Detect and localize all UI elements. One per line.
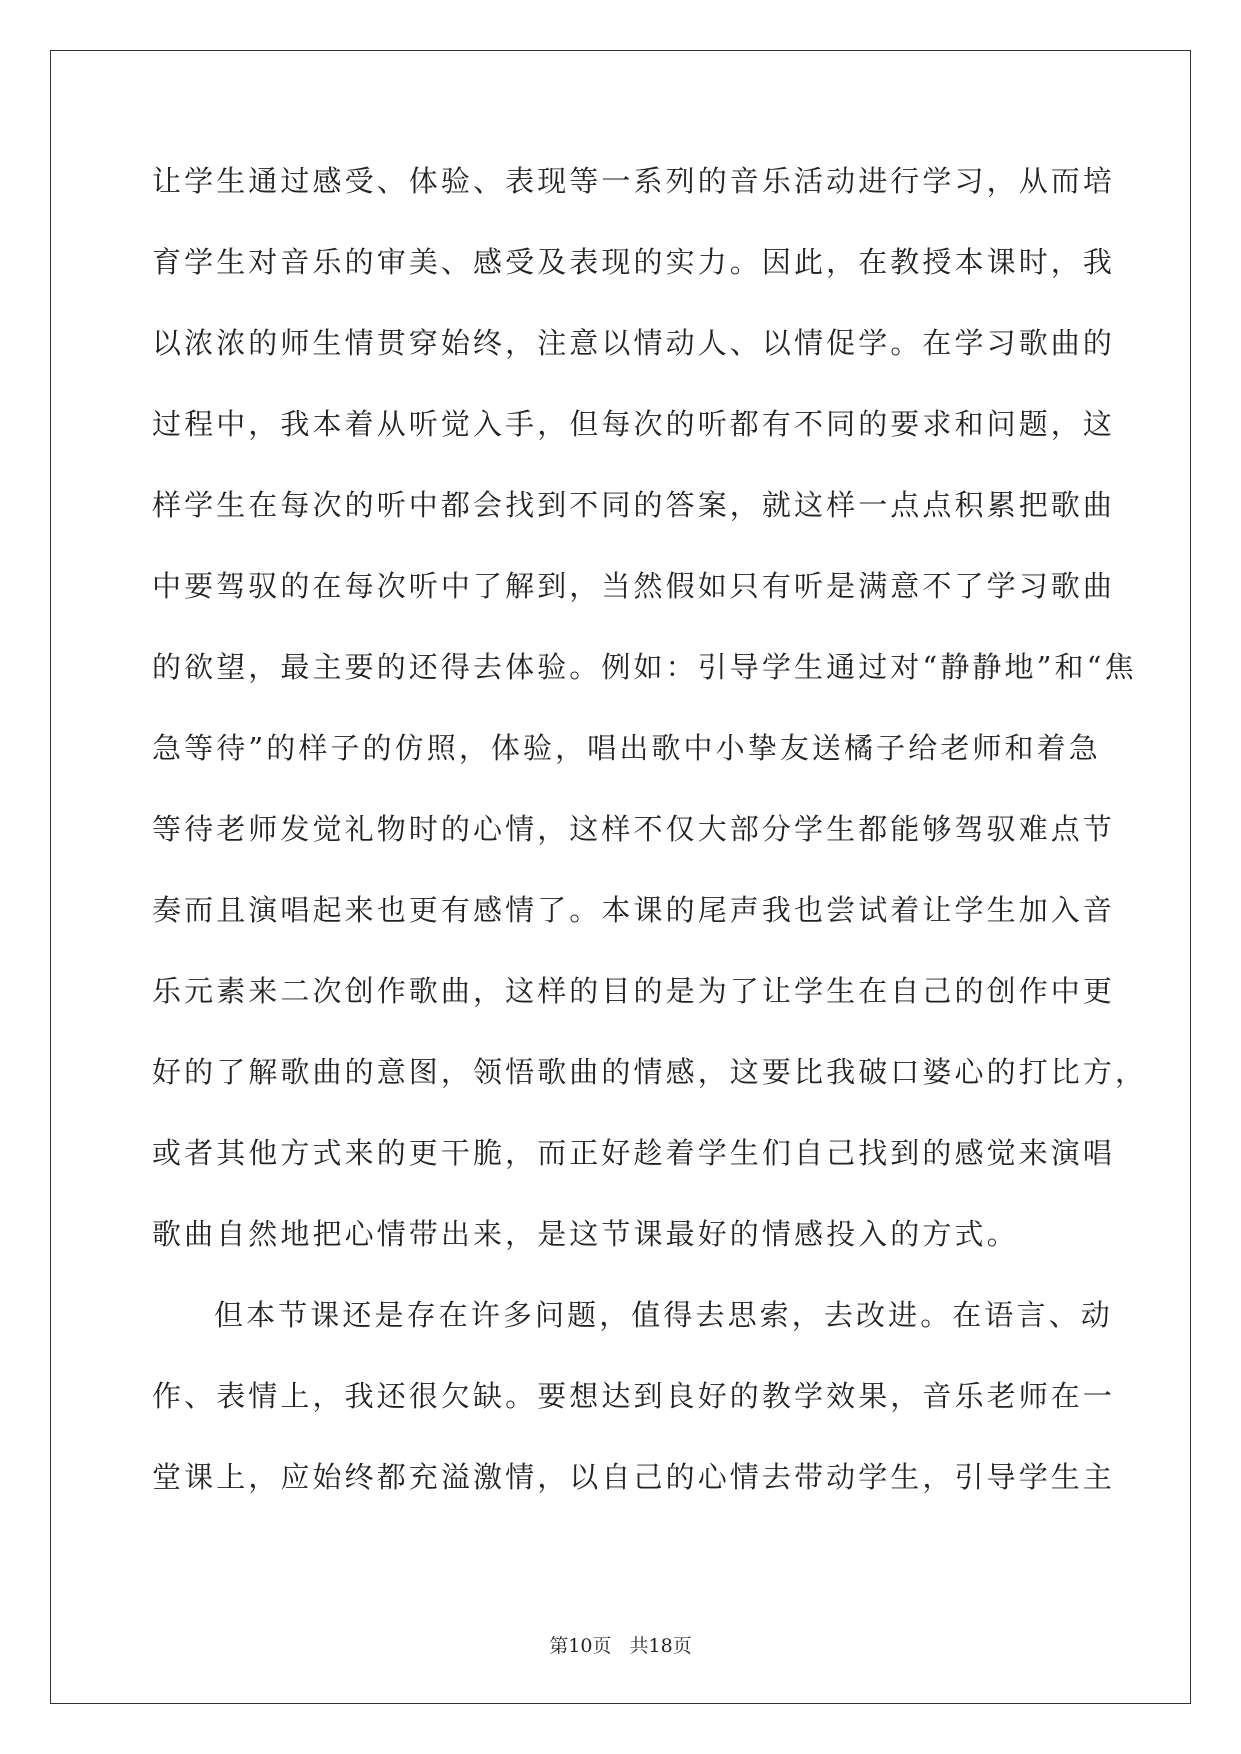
text-line: 作、表情上，我还很欠缺。要想达到良好的教学效果，音乐老师在一 bbox=[152, 1379, 1116, 1413]
page-footer bbox=[0, 1631, 1241, 1658]
text-line: 等待老师发觉礼物时的心情，这样不仅大部分学生都能够驾驭难点节 bbox=[152, 812, 1116, 846]
text-line: 中要驾驭的在每次听中了解到，当然假如只有听是满意不了学习歌曲 bbox=[152, 569, 1116, 603]
text-line: 急等待”的样子的仿照，体验，唱出歌中小挚友送橘子给老师和着急 bbox=[152, 731, 1101, 765]
page-number-current: 第10页 bbox=[549, 1635, 612, 1657]
text-line: 让学生通过感受、体验、表现等一系列的音乐活动进行学习，从而培 bbox=[152, 164, 1116, 198]
text-line: 或者其他方式来的更干脆，而正好趁着学生们自己找到的感觉来演唱 bbox=[152, 1136, 1116, 1170]
text-line: 奏而且演唱起来也更有感情了。本课的尾声我也尝试着让学生加入音 bbox=[152, 893, 1116, 927]
text-line: 好的了解歌曲的意图，领悟歌曲的情感，这要比我破口婆心的打比方， bbox=[152, 1055, 1148, 1089]
text-line: 育学生对音乐的审美、感受及表现的实力。因此，在教授本课时，我 bbox=[152, 245, 1116, 279]
text-line-paragraph-end: 歌曲自然地把心情带出来，是这节课最好的情感投入的方式。 bbox=[152, 1217, 1019, 1251]
text-line: 堂课上，应始终都充溢激情，以自己的心情去带动学生，引导学生主 bbox=[152, 1460, 1116, 1494]
document-body bbox=[152, 160, 1148, 1537]
text-line: 乐元素来二次创作歌曲，这样的目的是为了让学生在自己的创作中更 bbox=[152, 974, 1116, 1008]
text-line: 过程中，我本着从听觉入手，但每次的听都有不同的要求和问题，这 bbox=[152, 407, 1116, 441]
text-line-paragraph-start: 但本节课还是存在许多问题，值得去思索，去改进。在语言、动 bbox=[214, 1298, 1113, 1332]
text-line: 以浓浓的师生情贯穿始终，注意以情动人、以情促学。在学习歌曲的 bbox=[152, 326, 1116, 360]
text-line: 样学生在每次的听中都会找到不同的答案，就这样一点点积累把歌曲 bbox=[152, 488, 1116, 522]
page-number-total: 共18页 bbox=[629, 1635, 692, 1657]
text-line: 的欲望，最主要的还得去体验。例如：引导学生通过对“静静地”和“焦 bbox=[152, 650, 1137, 684]
